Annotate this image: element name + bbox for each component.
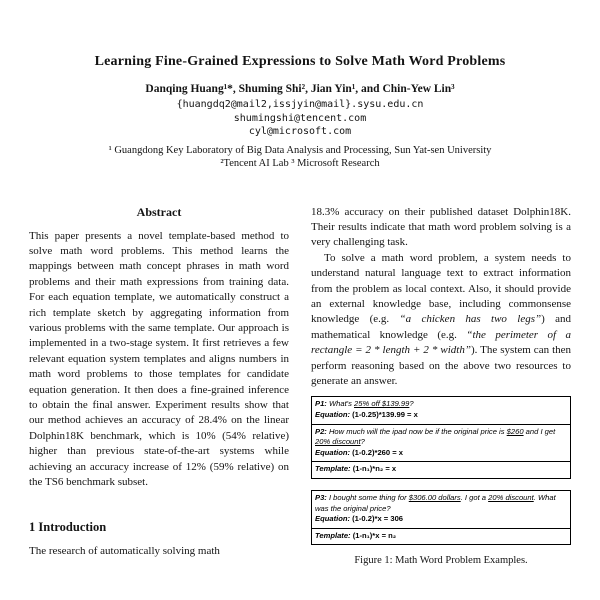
affiliation-line-2: ²Tencent AI Lab ³ Microsoft Research [220,158,380,169]
figure-1 [311,396,571,566]
section-heading-introduction: 1 Introduction [29,520,107,535]
template2-formula: (1-n₁)*x = n₂ [352,530,397,540]
body-paragraph-2 [311,251,571,390]
right-column [311,205,571,567]
left-column [29,205,289,567]
template-row-2 [312,529,570,545]
para2-text: ) and mathematical knowledge (e.g. [311,313,572,341]
p1-question-line [315,399,567,410]
p1-equation-label: Equation: [315,409,351,419]
para2-quote-commonsense: “a chicken has two legs” [399,313,542,326]
email-line-3: cyl@microsoft.com [248,126,352,137]
p2-question-text: ? [360,437,365,447]
author-line: Danqing Huang¹*, Shuming Shi², Jian Yin¹, and Chin-Yew Lin³ [145,83,455,95]
p2-question-text: and I get [523,426,556,436]
email-block [0,98,600,139]
p2-equation-line [315,448,567,459]
p1-equation: (1-0.25)*139.99 = x [352,409,418,419]
email-line-2: shumingshi@tencent.com [233,112,367,124]
affiliation-line-1: ¹ Guangdong Key Laboratory of Big Data Analysis and Processing, Sun Yat-sen University [108,144,492,156]
paper-header [0,54,600,171]
p2-question-text: How much will the ipad now be if the original price is [328,426,507,436]
p3-question-underlined: $306.00 dollars [408,492,461,502]
p1-question-text: What's [328,399,355,409]
introduction-first-line: The research of automatically solving math [29,545,220,558]
figure-box-top [311,396,571,479]
p3-question-underlined: 20% discount [488,492,534,502]
problem-row-p1 [312,397,570,424]
template1-label: Template: [315,464,351,474]
para2-text: To solve a math word problem, a system needs to understand natural language text to extract information from the problem as local context. Also, it should provide an external knowledge base, including commonsense knowledge (e.g. [311,251,571,326]
paper-title: Learning Fine-Grained Expressions to Solve Math Word Problems [94,54,506,69]
p2-label: P2: [315,426,327,436]
p1-question-underlined: 25% off $139.99 [354,399,410,409]
p3-question-text: . What was the original price? [315,492,556,513]
abstract-heading: Abstract [136,204,182,219]
para2-text: ). The system can then perform reasoning based on the above two resources to generate an answer. [311,344,572,387]
two-column-body [0,205,600,567]
p3-equation-label: Equation: [315,514,351,524]
p2-question-underlined: 20% discount [315,437,361,447]
template2-label: Template: [315,530,351,540]
p3-question-text: . I got a [460,492,489,502]
template1-formula: (1-n₁)*n₂ = x [352,464,397,474]
p2-equation-label: Equation: [315,447,351,457]
para2-quote-math: “the perimeter of a rectangle = 2 * length + 2 * width” [311,328,571,357]
body-paragraph-1: 18.3% accuracy on their published dataset Dolphin18K. Their results indicate that math word problem solving is a very challenging task. [311,205,571,249]
abstract-text: This paper presents a novel template-based method to solve math word problems. This method learns the mappings between math concept phrases in math word problems and their math expressions from training data. For each equation template, we automatically construct a rich template sketch by aggregating information from various problems with the same template. Our approach is implemented in a two-stage system. It first retrieves a few relevant equation system templates and aligns numbers in math word problems to those templates for candidate equation generation. It then does a fine-grained inference to obtain the final answer. Experiment results show that our method achieves an accuracy of 28.4% on the linear Dolphin18K benchmark, which is 10% (54% relative) higher than previous state-of-the-art systems while achieving an accuracy increase of 12% (59% relative) on the TS6 benchmark subset. [29,229,289,488]
problem-row-p3 [312,491,570,529]
p1-question-text: ? [409,399,414,409]
p1-equation-line [315,410,567,421]
problem-row-p2 [312,425,570,463]
affiliation-block [0,144,600,171]
p2-equation: (1-0.2)*260 = x [352,447,404,457]
figure-caption: Figure 1: Math Word Problem Examples. [354,555,528,567]
p3-question-line [315,493,567,514]
p3-label: P3: [315,492,327,502]
p2-question-underlined: $260 [506,426,524,436]
p2-question-line [315,427,567,448]
p3-equation: (1-0.2)*x = 306 [352,514,404,524]
email-line-1: {huangdq2@mail2,issjyin@mail}.sysu.edu.cn [176,99,424,110]
template-row-1 [312,462,570,478]
p3-equation-line [315,514,567,525]
p3-question-text: I bought some thing for [328,492,409,502]
figure-box-bottom [311,490,571,545]
p1-label: P1: [315,399,327,409]
